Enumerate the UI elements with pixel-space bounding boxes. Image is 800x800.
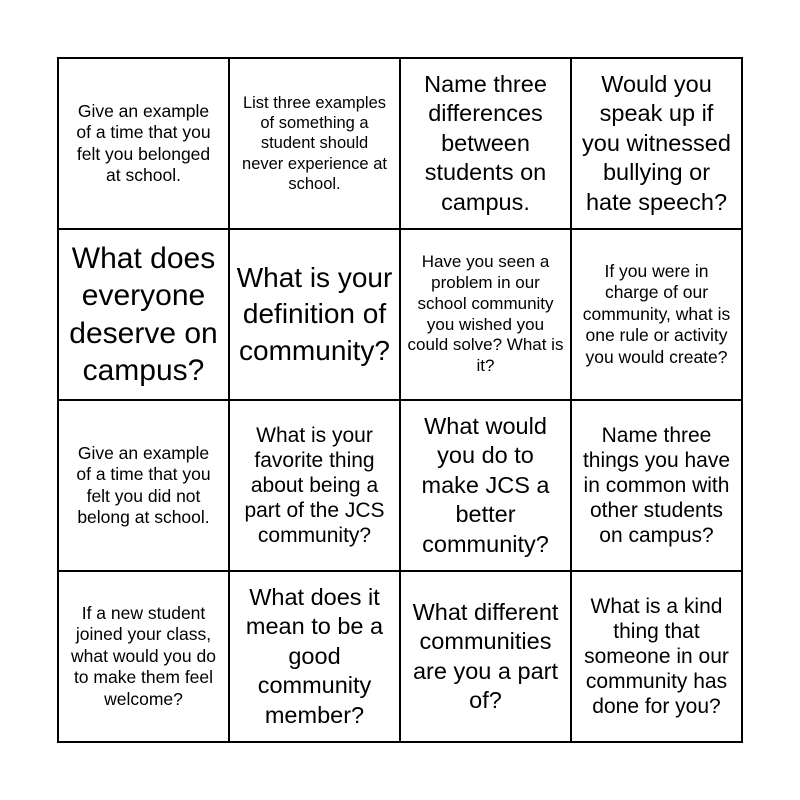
bingo-cell[interactable] — [400, 229, 571, 400]
bingo-cell[interactable] — [229, 400, 400, 571]
cell-text: What different communities are you a part of? — [412, 598, 559, 713]
bingo-cell[interactable] — [571, 58, 742, 229]
bingo-cell[interactable] — [58, 571, 229, 742]
cell-text: Would you speak up if you witnessed bullying or hate speech? — [582, 71, 731, 215]
bingo-cell[interactable] — [400, 400, 571, 571]
cell-text: Name three things you have in common with other students on campus? — [582, 423, 731, 548]
cell-text: What is your favorite thing about being a part of the JCS community? — [244, 423, 385, 548]
bingo-cell[interactable] — [571, 400, 742, 571]
cell-text: What is a kind thing that someone in our community has done for you? — [584, 594, 729, 719]
bingo-cell[interactable] — [229, 58, 400, 229]
bingo-cell[interactable] — [58, 229, 229, 400]
bingo-cell[interactable] — [58, 400, 229, 571]
cell-text: What is your definition of community? — [236, 261, 393, 366]
bingo-cell[interactable] — [400, 58, 571, 229]
cell-text: If a new student joined your class, what would you do to make them feel welcome? — [71, 603, 216, 709]
cell-text: What does it mean to be a good community member? — [245, 584, 384, 728]
cell-text: What does everyone deserve on campus? — [69, 241, 218, 387]
bingo-cell[interactable] — [229, 571, 400, 742]
cell-text: Name three differences between students on campus. — [424, 71, 547, 215]
cell-text: Have you seen a problem in our school community you wished you could solve? What is it? — [407, 252, 564, 375]
bingo-cell[interactable] — [229, 229, 400, 400]
bingo-cell[interactable] — [400, 571, 571, 742]
cell-text: Give an example of a time that you felt you did not belong at school. — [76, 442, 211, 527]
bingo-cell[interactable] — [58, 58, 229, 229]
bingo-cell[interactable] — [571, 229, 742, 400]
cell-text: What would you do to make JCS a better community? — [421, 413, 550, 557]
cell-text: If you were in charge of our community, what is one rule or activity you would create? — [582, 261, 731, 367]
cell-text: Give an example of a time that you felt you belonged at school. — [76, 100, 211, 185]
cell-text: List three examples of something a student should never experience at school. — [242, 94, 387, 193]
bingo-board — [57, 57, 743, 743]
bingo-cell[interactable] — [571, 571, 742, 742]
